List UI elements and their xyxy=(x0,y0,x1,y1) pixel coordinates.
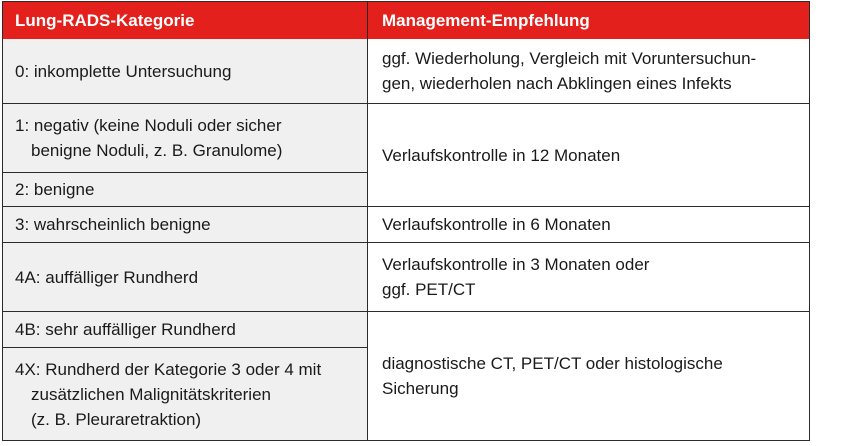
category-4x-line3: (z. B. Pleuraretraktion) xyxy=(31,409,202,429)
row-divider xyxy=(3,103,367,104)
category-4a-text: 4A: auffälliger Rundherd xyxy=(15,267,199,287)
recommendation-4a-line1: Verlaufskontrolle in 3 Monaten oder xyxy=(382,255,650,274)
cell-recommendation-1-2 xyxy=(368,104,809,206)
cell-recommendation-4b-4x xyxy=(368,312,809,440)
category-4b-text: 4B: sehr auffälliger Rundherd xyxy=(15,320,236,339)
cell-category-4b xyxy=(3,312,367,347)
category-4x-line1: 4X: Rundherd der Kategorie 3 oder 4 mit xyxy=(15,359,322,379)
column-divider xyxy=(367,2,368,440)
row-divider xyxy=(3,206,367,207)
recommendation-4b-4x-line2: Sicherung xyxy=(382,379,459,398)
recommendation-4b-4x-line1: diagnostische CT, PET/CT oder histologische xyxy=(382,354,723,373)
recommendation-4a-line2: ggf. PET/CT xyxy=(382,280,476,299)
recommendation-0-line1: ggf. Wiederholung, Vergleich mit Voruntersuchun- xyxy=(382,49,757,68)
row-divider xyxy=(368,103,809,104)
category-1-line2: benigne Noduli, z. B. Granulome) xyxy=(31,141,283,160)
row-divider xyxy=(368,311,809,312)
category-2-text: 2: benigne xyxy=(15,180,95,199)
category-3-text: 3: wahrscheinlich benigne xyxy=(15,215,211,234)
cell-recommendation-4a xyxy=(368,243,809,311)
cell-category-4x xyxy=(3,348,367,440)
row-divider xyxy=(368,206,809,207)
cell-recommendation-0 xyxy=(368,39,809,103)
row-divider xyxy=(368,242,809,243)
header-recommendation: Management-Empfehlung xyxy=(368,2,809,39)
row-divider xyxy=(3,172,367,173)
cell-category-4a xyxy=(3,243,367,311)
category-4x-line2: zusätzlichen Malignitätskriterien xyxy=(31,384,271,404)
row-divider xyxy=(3,311,367,312)
cell-category-2 xyxy=(3,173,367,206)
recommendation-1-2-text: Verlaufskontrolle in 12 Monaten xyxy=(382,145,621,165)
lung-rads-table xyxy=(2,1,810,441)
recommendation-3-text: Verlaufskontrolle in 6 Monaten xyxy=(382,215,611,234)
cell-category-0 xyxy=(3,39,367,103)
recommendation-0-line2: gen, wiederholen nach Abklingen eines Infekts xyxy=(382,74,732,93)
cell-category-1 xyxy=(3,104,367,172)
row-divider xyxy=(3,347,367,348)
cell-category-3 xyxy=(3,207,367,242)
category-0-text: 0: inkomplette Untersuchung xyxy=(15,61,232,81)
cell-recommendation-3 xyxy=(368,207,809,242)
category-1-line1: 1: negativ (keine Noduli oder sicher xyxy=(15,116,282,135)
header-category: Lung-RADS-Kategorie xyxy=(3,2,367,39)
row-divider xyxy=(3,242,367,243)
